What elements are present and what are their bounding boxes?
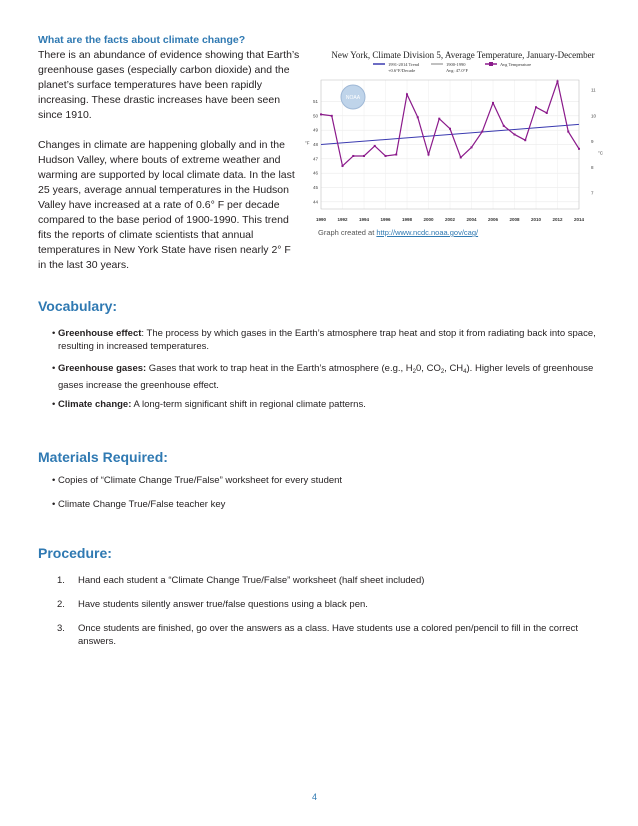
vocab-term: Greenhouse effect	[58, 328, 142, 339]
temperature-data-point	[342, 165, 344, 167]
vocab-definition-part: , CH	[444, 363, 464, 374]
y-axis-label: °F	[305, 140, 310, 146]
temperature-data-point	[352, 155, 354, 157]
intro-paragraph-1: There is an abundance of evidence showing that Earth’s greenhouse gases (especially carbon dioxide) and the planet’s surface temperatures have been rapidly increasing. These drastic increases have been seen since 1910.	[38, 49, 300, 121]
y-right-axis-label: °C	[598, 150, 603, 156]
materials-item-teacher-key	[52, 498, 606, 511]
x-tick-label: 2010	[530, 217, 542, 222]
temperature-data-point	[535, 106, 537, 108]
temperature-data-point	[406, 93, 408, 95]
temperature-chart	[303, 42, 603, 246]
y-tick-label: 48	[312, 142, 318, 147]
bullet: •	[52, 399, 56, 410]
chart-svg	[303, 42, 603, 246]
page-number: 4	[312, 792, 318, 802]
vocab-definition: The process by which gases in the Earth’s atmosphere trap heat and stop it from radiating back into space, resulting in increased temperatures.	[58, 328, 596, 352]
procedure-step-3	[57, 622, 606, 648]
temperature-data-point	[331, 115, 333, 117]
materials-text: Copies of “Climate Change True/False” worksheet for every student	[58, 475, 343, 486]
y-tick-label: 49	[312, 127, 318, 133]
x-tick-label: 1994	[358, 217, 370, 222]
temperature-data-point	[438, 118, 440, 120]
bullet: •	[52, 499, 56, 510]
y-tick-label: 50	[312, 113, 318, 119]
temperature-data-point	[514, 133, 516, 135]
temperature-data-point	[374, 145, 376, 147]
temperature-data-point	[363, 155, 365, 157]
vocab-separator: :	[141, 328, 145, 339]
vocab-definition: A long-term significant shift in regional climate patterns.	[131, 399, 366, 410]
temperature-data-point	[557, 80, 559, 82]
procedure-step-2	[57, 598, 606, 611]
temperature-data-point	[471, 146, 473, 148]
y-tick-label: 45	[312, 185, 318, 190]
temperature-data-point	[320, 113, 322, 115]
bullet: •	[52, 363, 56, 374]
materials-item-worksheet	[52, 474, 606, 487]
temperature-data-point	[428, 154, 430, 156]
legend-label: Avg Temperature	[500, 62, 532, 67]
y-tick-label: 44	[312, 199, 318, 205]
x-tick-label: 2000	[423, 217, 434, 222]
legend-sublabel: Avg: 47.0°F	[446, 68, 468, 73]
vocab-item-climate-change	[52, 398, 606, 411]
step-number: 3.	[57, 623, 65, 634]
temperature-data-point	[417, 116, 419, 118]
step-number: 2.	[57, 599, 65, 610]
bullet: •	[52, 475, 56, 486]
procedure-step-1	[57, 574, 606, 587]
noaa-logo	[341, 85, 365, 109]
chart-legend	[373, 62, 531, 73]
y-tick-label: 46	[312, 170, 318, 176]
x-tick-label: 2004	[466, 217, 477, 222]
bullet: •	[52, 328, 56, 339]
x-tick-label: 1990	[315, 217, 327, 222]
intro-section	[38, 33, 300, 288]
chart-caption-prefix: Graph created at	[318, 228, 377, 237]
x-tick-label: 2002	[444, 217, 456, 222]
temperature-data-point	[567, 131, 569, 133]
vocabulary-heading: Vocabulary:	[38, 298, 118, 314]
intro-paragraph-2: Changes in climate are happening globally and in the Hudson Valley, where bouts of extreme weather and warming are supported by local climate data. In the last 25 years, average annual temperatures in the Hudson Valley have increased at a rate of 0.6° F per decade compared to the base period of 1900-1990. This trend fits the reports of climate scientists that annual temperatures in New York State have risen nearly 2° F in the last 30 years.	[38, 139, 295, 271]
step-number: 1.	[57, 575, 65, 586]
y-right-tick-label: 9	[591, 139, 594, 145]
x-tick-label: 2012	[552, 217, 563, 222]
y-tick-label: 51	[312, 99, 318, 104]
y-right-tick-label: 7	[591, 190, 594, 196]
vocab-definition-part: Gases that work to trap heat in the Earth’s atmosphere (e.g., H	[146, 363, 413, 374]
temperature-data-point	[492, 102, 494, 104]
vocab-term: Climate change:	[58, 399, 132, 410]
x-tick-label: 2008	[509, 217, 520, 222]
y-tick-label: 47	[312, 156, 318, 162]
y-right-tick-label: 8	[591, 164, 594, 170]
subscript: 4	[463, 369, 467, 375]
legend-label: 1991-2014 Trend	[388, 62, 420, 67]
chart-title: New York, Climate Division 5, Average Temperature, January-December	[331, 50, 595, 60]
legend-marker	[489, 62, 493, 66]
materials-heading: Materials Required:	[38, 449, 168, 465]
temperature-data-point	[449, 128, 451, 130]
legend-sublabel: +0.6°F/Decade	[388, 68, 416, 73]
temperature-data-point	[481, 131, 483, 133]
procedure-heading: Procedure:	[38, 545, 112, 561]
subscript: 2	[440, 369, 445, 375]
temperature-data-point	[460, 156, 462, 158]
x-tick-label: 2006	[487, 217, 499, 222]
noaa-logo-text: NOAA	[345, 95, 361, 101]
temperature-data-point	[546, 112, 548, 114]
vocab-item-greenhouse-gases	[52, 362, 606, 392]
legend-label: 1900-1990	[446, 62, 466, 67]
vocab-term: Greenhouse gases:	[58, 363, 147, 374]
temperature-data-point	[503, 125, 505, 127]
temperature-data-point	[395, 154, 397, 156]
chart-caption	[318, 228, 478, 237]
temperature-data-point	[524, 139, 526, 141]
step-text: Once students are finished, go over the answers as a class. Have students use a colored pen/pencil to fill in the correct answers.	[78, 623, 579, 647]
temperature-data-point	[578, 148, 580, 150]
x-tick-label: 1992	[337, 217, 348, 222]
vocab-definition-part: ). Higher levels of greenhouse gases increase the greenhouse effect.	[58, 363, 594, 391]
x-tick-label: 1998	[401, 217, 413, 222]
vocab-definition-part: 0, CO	[416, 363, 441, 374]
step-text: Hand each student a “Climate Change True/False” worksheet (half sheet included)	[78, 575, 425, 586]
x-tick-label: 1996	[380, 217, 391, 222]
intro-heading: What are the facts about climate change?	[38, 34, 246, 46]
y-right-tick-label: 11	[591, 87, 596, 93]
x-tick-label: 2014	[573, 217, 585, 222]
temperature-data-point	[385, 155, 387, 157]
vocab-item-greenhouse-effect	[52, 327, 606, 353]
chart-source-link[interactable]: http://www.ncdc.noaa.gov/cag/	[376, 228, 479, 237]
step-text: Have students silently answer true/false questions using a black pen.	[78, 599, 368, 610]
materials-text: Climate Change True/False teacher key	[58, 499, 226, 510]
subscript: 2	[412, 369, 417, 375]
y-right-tick-label: 10	[591, 113, 597, 119]
